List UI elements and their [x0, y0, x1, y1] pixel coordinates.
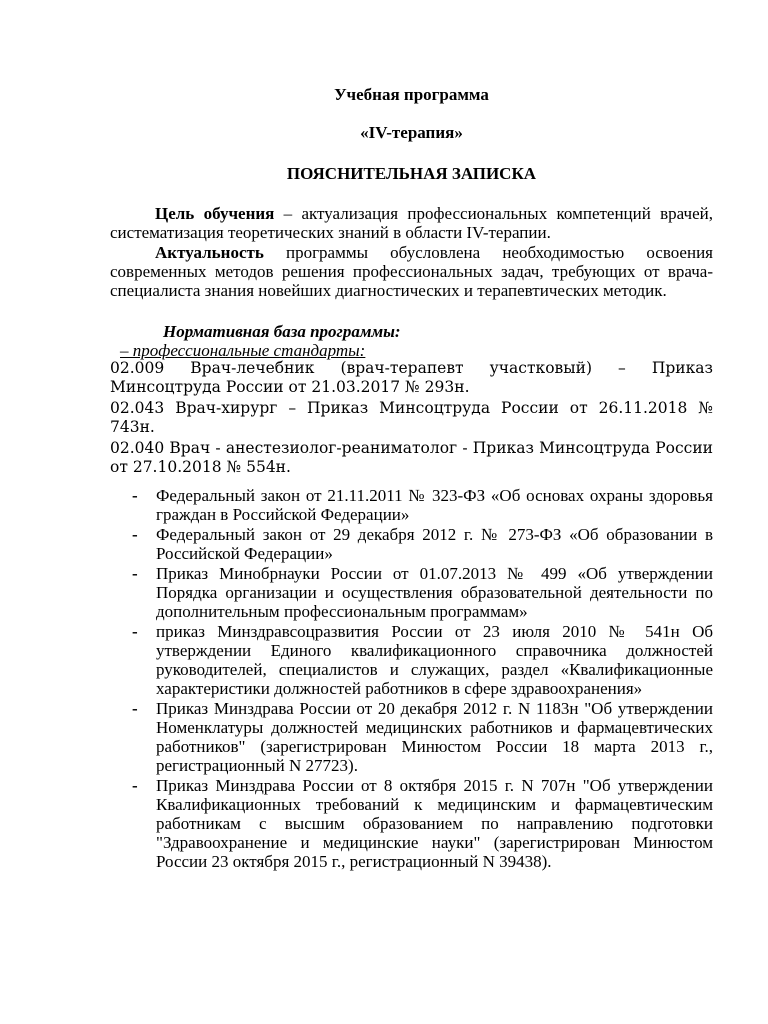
law-item — [110, 622, 713, 698]
list-bullet: - — [132, 776, 138, 795]
normative-heading: Нормативная база программы: — [163, 322, 401, 341]
law-text: Приказ Минздрава России от 20 декабря 2012 г. N 1183н "Об утверждении Номенклатуры должностей медицинских работников и фармацевтических работников" (зарегистрирован Минюстом России 18 марта 2013 г., регистрационный N 27723). — [156, 699, 713, 775]
list-bullet: - — [132, 525, 138, 544]
relevance-text: программы обусловлена необходимостью освоения современных методов решения профессиональных задач, требующих от врача-специалиста знания новейших диагностических и терапевтических методик. — [110, 243, 713, 300]
goal-paragraph — [110, 204, 713, 242]
section-title: ПОЯСНИТЕЛЬНАЯ ЗАПИСКА — [286, 164, 537, 183]
list-bullet: - — [132, 486, 138, 505]
law-item — [110, 486, 713, 524]
laws-list — [110, 486, 713, 872]
list-bullet: - — [132, 564, 138, 583]
goal-text: – актуализация профессиональных компетенций врачей, систематизация теоретических знаний в области IV-терапии. — [110, 204, 713, 242]
law-text: приказ Минздравсоцразвития России от 23 июля 2010 № 541н Об утверждении Единого квалификационного справочника должностей руководителей, специалистов и служащих, раздел «Квалификационные характеристики должностей работников в сфере здравоохранения» — [156, 622, 713, 698]
standard-item: 02.040 Врач - анестезиолог-реаниматолог - Приказ Минсоцтруда России от 27.10.2018 № 554н. — [110, 439, 713, 476]
program-title: Учебная программа — [334, 85, 489, 104]
law-item — [110, 776, 713, 871]
list-bullet: - — [132, 699, 138, 718]
program-subtitle: «IV-терапия» — [360, 123, 463, 142]
standards-heading: – профессиональные стандарты: — [120, 341, 366, 360]
law-text: Приказ Минобрнауки России от 01.07.2013 № 499 «Об утверждении Порядка организации и осуществления образовательной деятельности по дополнительным профессиональным программам» — [156, 564, 713, 621]
law-item — [110, 525, 713, 563]
standard-item: 02.009 Врач-лечебник (врач-терапевт участковый) – Приказ Минсоцтруда России от 21.03.2017 № 293н. — [110, 359, 713, 396]
relevance-label: Актуальность — [155, 243, 264, 262]
law-text: Федеральный закон от 21.11.2011 № 323-ФЗ «Об основах охраны здоровья граждан в Российской Федерации» — [156, 486, 713, 524]
standards-list — [110, 359, 713, 479]
goal-label: Цель обучения — [155, 204, 275, 223]
law-text: Приказ Минздрава России от 8 октября 2015 г. N 707н "Об утверждении Квалификационных требований к медицинским и фармацевтическим работникам с высшим образованием по направлению подготовки "Здравоохранение и медицинские науки" (зарегистрирован Минюстом России 23 октября 2015 г., регистрационный N 39438). — [156, 776, 713, 871]
law-item — [110, 564, 713, 621]
relevance-paragraph — [110, 243, 713, 300]
law-item — [110, 699, 713, 775]
standard-item: 02.043 Врач-хирург – Приказ Минсоцтруда России от 26.11.2018 № 743н. — [110, 399, 713, 436]
list-bullet: - — [132, 622, 138, 641]
law-text: Федеральный закон от 29 декабря 2012 г. № 273-ФЗ «Об образовании в Российской Федерации» — [156, 525, 713, 563]
